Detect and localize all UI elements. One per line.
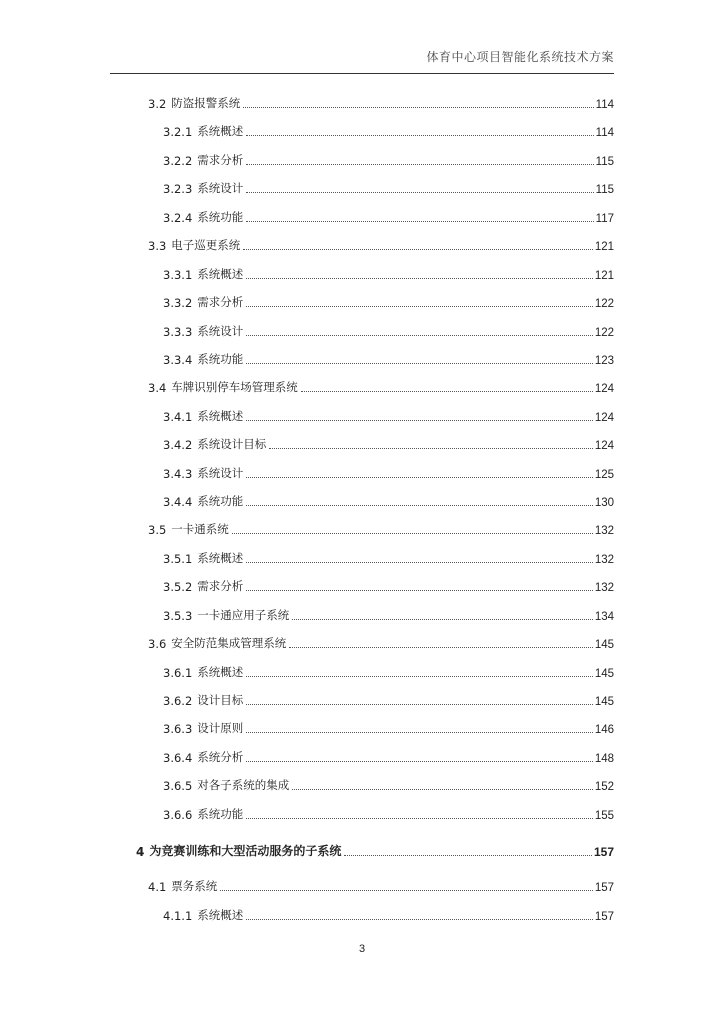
toc-entry[interactable] <box>163 436 614 452</box>
toc-entry-title: 对各子系统的集成 <box>197 778 290 792</box>
toc-dot-leader <box>246 731 593 733</box>
toc-entry-title: 一卡通应用子系统 <box>197 608 290 622</box>
toc-entry-page: 124 <box>594 412 614 424</box>
toc-entry-page: 130 <box>594 497 614 509</box>
toc-entry-number: 3.4.1 <box>163 410 193 424</box>
toc-dot-leader <box>246 675 593 677</box>
toc-entry[interactable] <box>163 749 614 765</box>
toc-entry-title: 系统概述 <box>197 267 244 281</box>
toc-dot-leader <box>292 618 593 620</box>
toc-entry-title: 需求分析 <box>197 295 244 309</box>
toc-entry-page: 157 <box>594 911 614 923</box>
toc-entry-title: 系统概述 <box>197 908 244 922</box>
toc-entry[interactable] <box>163 408 614 424</box>
toc-entry-number: 3.3.1 <box>163 268 193 282</box>
toc-entry-page: 132 <box>594 554 614 566</box>
toc-entry-number: 3.2.2 <box>163 154 193 168</box>
toc-entry[interactable] <box>163 123 614 139</box>
toc-entry[interactable] <box>163 180 614 196</box>
toc-entry-number: 3.2.4 <box>163 211 193 225</box>
toc-entry[interactable] <box>148 635 614 651</box>
toc-dot-leader <box>246 334 593 336</box>
toc-dot-leader <box>292 788 593 790</box>
toc-entry-page: 152 <box>594 781 614 793</box>
toc-entry-number: 3.6.3 <box>163 722 193 736</box>
toc-entry-page: 114 <box>595 99 614 111</box>
toc-entry[interactable] <box>163 664 614 680</box>
toc-entry[interactable] <box>163 907 614 923</box>
toc-entry-title: 系统分析 <box>197 750 244 764</box>
toc-entry-title: 设计目标 <box>197 693 244 707</box>
toc-entry-number: 3.6.1 <box>163 666 193 680</box>
toc-dot-leader <box>246 134 593 136</box>
toc-entry-page: 145 <box>594 639 614 651</box>
toc-dot-leader <box>246 476 593 478</box>
toc-entry-title: 系统设计 <box>197 466 244 480</box>
toc-entry-title: 系统概述 <box>197 665 244 679</box>
toc-entry[interactable] <box>163 578 614 594</box>
toc-entry-page: 132 <box>594 582 614 594</box>
toc-entry-title: 防盗报警系统 <box>171 96 241 110</box>
toc-dot-leader <box>246 817 593 819</box>
toc-dot-leader <box>246 163 593 165</box>
toc-entry-title: 一卡通系统 <box>171 522 229 536</box>
toc-entry-title: 系统设计 <box>197 181 244 195</box>
toc-entry-number: 3.3.3 <box>163 325 193 339</box>
toc-entry-page: 155 <box>594 810 614 822</box>
toc-dot-leader <box>246 305 593 307</box>
toc-entry-title: 设计原则 <box>197 721 244 735</box>
toc-entry-title: 系统功能 <box>197 352 244 366</box>
toc-dot-leader <box>246 589 593 591</box>
toc-entry-page: 145 <box>594 668 614 680</box>
toc-dot-leader <box>246 220 593 222</box>
header-divider <box>110 73 614 74</box>
toc-entry[interactable] <box>148 237 614 253</box>
toc-dot-leader <box>344 854 592 856</box>
toc-dot-leader <box>246 703 593 705</box>
toc-entry-title: 电子巡更系统 <box>171 238 241 252</box>
toc-entry-number: 3.6.5 <box>163 779 193 793</box>
toc-entry[interactable] <box>148 878 614 894</box>
toc-entry[interactable] <box>163 209 614 225</box>
toc-dot-leader <box>246 760 593 762</box>
document-title: 体育中心项目智能化系统技术方案 <box>426 50 614 64</box>
toc-entry[interactable] <box>148 95 614 111</box>
toc-entry-number: 3.6.4 <box>163 751 193 765</box>
toc-entry[interactable] <box>163 777 614 793</box>
toc-entry-title: 系统概述 <box>197 409 244 423</box>
toc-entry-number: 3.6.2 <box>163 694 193 708</box>
toc-entry-number: 3.4.2 <box>163 438 193 452</box>
toc-entry-number: 4 <box>136 845 145 859</box>
toc-entry-title: 系统设计 <box>197 324 244 338</box>
toc-dot-leader <box>246 191 593 193</box>
toc-entry-page: 121 <box>594 241 614 253</box>
page-number: 3 <box>358 943 366 955</box>
toc-dot-leader <box>243 106 593 108</box>
toc-entry-number: 3.3 <box>148 239 167 253</box>
toc-dot-leader <box>246 504 593 506</box>
toc-entry[interactable] <box>163 550 614 566</box>
toc-dot-leader <box>246 362 593 364</box>
toc-entry-page: 134 <box>594 611 614 623</box>
toc-dot-leader <box>246 918 593 920</box>
toc-entry-page: 157 <box>594 882 614 894</box>
toc-entry[interactable] <box>163 465 614 481</box>
toc-entry-page: 124 <box>594 440 614 452</box>
toc-entry-page: 146 <box>594 724 614 736</box>
toc-entry-number: 3.5.2 <box>163 580 193 594</box>
toc-entry-title: 车牌识别停车场管理系统 <box>171 380 298 394</box>
toc-entry[interactable] <box>163 692 614 708</box>
toc-entry-number: 3.6 <box>148 637 167 651</box>
toc-dot-leader <box>301 390 593 392</box>
toc-entry-page: 125 <box>594 469 614 481</box>
toc-dot-leader <box>246 277 593 279</box>
toc-entry-page: 157 <box>593 845 614 859</box>
toc-entry-page: 121 <box>594 270 614 282</box>
toc-entry-page: 132 <box>594 525 614 537</box>
toc-entry-title: 系统设计目标 <box>197 437 267 451</box>
toc-entry[interactable] <box>163 294 614 310</box>
toc-entry-number: 3.2.1 <box>163 125 193 139</box>
toc-entry[interactable] <box>148 521 614 537</box>
toc-entry-page: 124 <box>594 383 614 395</box>
toc-entry-number: 3.4.4 <box>163 495 193 509</box>
toc-entry-number: 3.4 <box>148 381 167 395</box>
toc-entry[interactable] <box>163 351 614 367</box>
toc-entry-number: 3.2 <box>148 97 167 111</box>
toc-entry-number: 3.5 <box>148 523 167 537</box>
toc-dot-leader <box>246 419 593 421</box>
toc-entry-page: 145 <box>594 696 614 708</box>
toc-entry-page: 122 <box>594 298 614 310</box>
toc-entry[interactable] <box>163 607 614 623</box>
toc-entry-title: 系统功能 <box>197 210 244 224</box>
toc-dot-leader <box>243 248 593 250</box>
toc-entry-number: 3.5.3 <box>163 609 193 623</box>
toc-entry-page: 115 <box>595 184 614 196</box>
toc-entry-number: 3.6.6 <box>163 808 193 822</box>
toc-entry-page: 114 <box>595 127 614 139</box>
toc-entry-title: 需求分析 <box>197 579 244 593</box>
toc-entry-number: 3.3.4 <box>163 353 193 367</box>
toc-entry[interactable] <box>163 493 614 509</box>
toc-dot-leader <box>220 889 593 891</box>
toc-entry-title: 系统概述 <box>197 551 244 565</box>
toc-entry-page: 148 <box>594 753 614 765</box>
toc-entry-page: 115 <box>595 156 614 168</box>
toc-entry[interactable] <box>163 720 614 736</box>
toc-dot-leader <box>246 561 593 563</box>
toc-entry-title: 需求分析 <box>197 153 244 167</box>
toc-entry[interactable] <box>163 806 614 822</box>
toc-dot-leader <box>269 447 593 449</box>
toc-entry-number: 3.3.2 <box>163 296 193 310</box>
toc-entry-title: 安全防范集成管理系统 <box>171 636 287 650</box>
toc-entry-title: 系统功能 <box>197 807 244 821</box>
toc-entry-title: 系统概述 <box>197 124 244 138</box>
toc-entry-number: 4.1.1 <box>163 909 193 923</box>
toc-entry-page: 122 <box>594 327 614 339</box>
toc-entry-page: 117 <box>595 213 614 225</box>
toc-entry[interactable] <box>136 843 614 859</box>
toc-dot-leader <box>232 532 593 534</box>
toc-entry-title: 票务系统 <box>171 879 218 893</box>
toc-entry[interactable] <box>148 379 614 395</box>
toc-entry-number: 4.1 <box>148 880 167 894</box>
toc-entry-title: 系统功能 <box>197 494 244 508</box>
toc-entry-title: 为竞赛训练和大型活动服务的子系统 <box>149 844 342 858</box>
toc-entry[interactable] <box>163 266 614 282</box>
toc-entry-number: 3.4.3 <box>163 467 193 481</box>
toc-entry-number: 3.2.3 <box>163 182 193 196</box>
toc-dot-leader <box>289 646 593 648</box>
toc-entry[interactable] <box>163 152 614 168</box>
toc-entry[interactable] <box>163 323 614 339</box>
toc-entry-number: 3.5.1 <box>163 552 193 566</box>
toc-entry-page: 123 <box>594 355 614 367</box>
